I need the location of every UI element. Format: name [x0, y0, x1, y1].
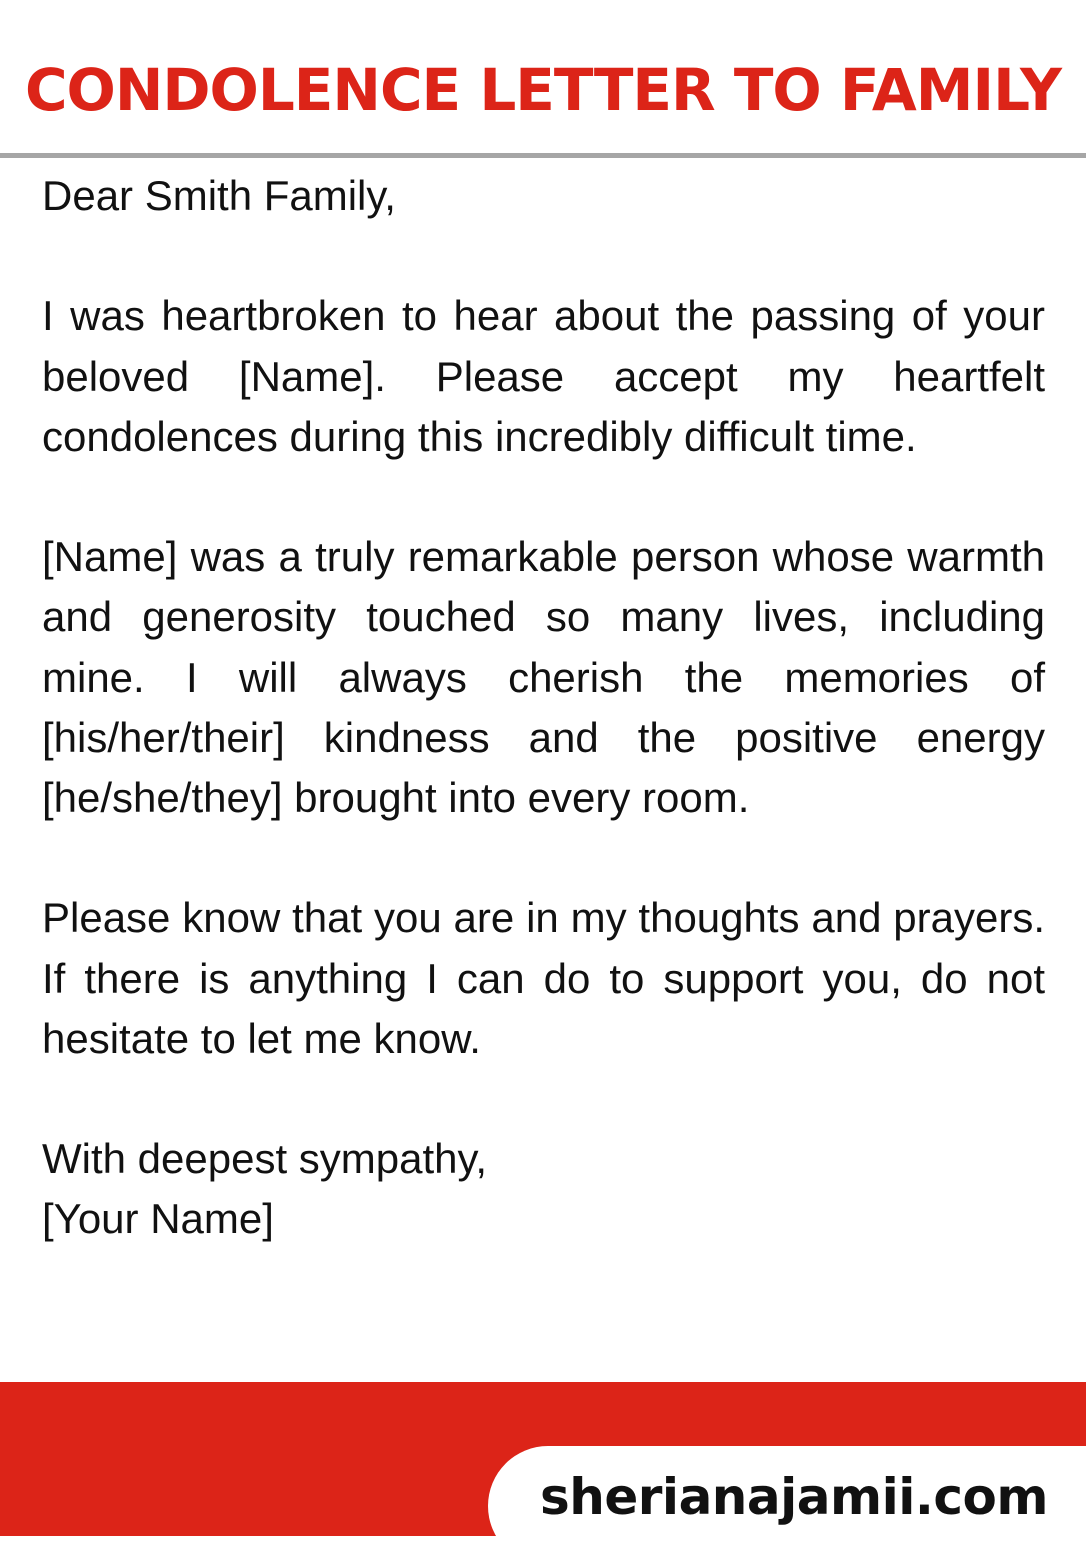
letter-paragraph-3: Please know that you are in my thoughts and prayers. If there is anything I can do to support you, do not hesitate to let me know.	[42, 894, 1045, 1062]
letter-paragraph-2: [Name] was a truly remarkable person whose warmth and generosity touched so many lives, including mine. I will always cherish the memories of [his/her/their] kindness and the positive energy [he/she/they] brought into every room.	[42, 533, 1045, 821]
letter-body	[42, 166, 1045, 1250]
title-divider	[0, 153, 1086, 158]
letter-signature: [Your Name]	[42, 1195, 274, 1243]
website-label: sherianajamii.com	[540, 1468, 1048, 1526]
letter-closing: With deepest sympathy,	[42, 1135, 488, 1183]
letter-paragraph-1: I was heartbroken to hear about the passing of your beloved [Name]. Please accept my heartfelt condolences during this incredibly difficult time.	[42, 292, 1045, 460]
page-title: CONDOLENCE LETTER TO FAMILY	[24, 56, 1061, 124]
letter-signoff	[42, 1129, 1045, 1249]
letter-greeting: Dear Smith Family,	[42, 172, 396, 219]
